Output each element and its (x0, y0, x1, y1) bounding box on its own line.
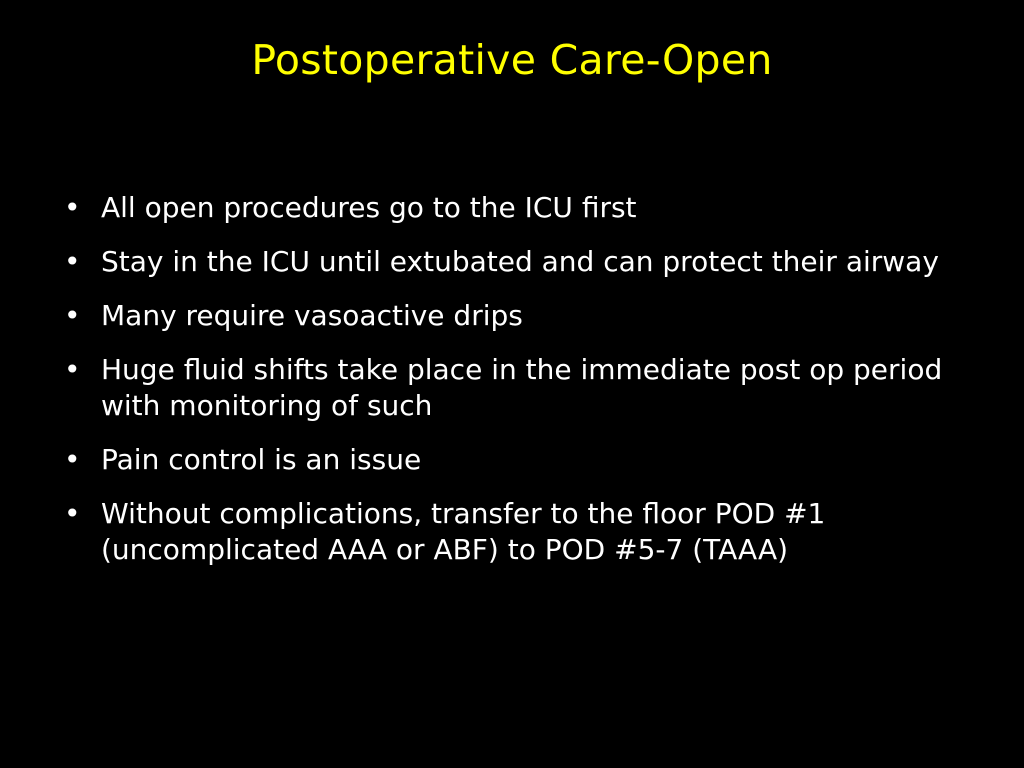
bullet-text: Stay in the ICU until extubated and can protect their airway (101, 245, 939, 278)
bullet-item-stay-icu (60, 244, 970, 280)
bullet-text: Huge fluid shifts take place in the immediate post op period with monitoring of such (101, 353, 943, 422)
bullet-item-vasoactive (60, 298, 970, 334)
bullet-item-pain-control (60, 442, 970, 478)
bullet-text: All open procedures go to the ICU first (101, 191, 637, 224)
bullet-text: Many require vasoactive drips (101, 299, 523, 332)
bullet-item-fluid-shifts (60, 352, 970, 424)
bullet-icon: • (64, 299, 81, 332)
bullet-item-transfer (60, 496, 970, 568)
bullet-icon: • (64, 443, 81, 476)
bullet-icon: • (64, 191, 81, 224)
bullet-item-icu-first (60, 190, 970, 226)
bullet-icon: • (64, 245, 81, 278)
bullet-list (60, 190, 970, 586)
bullet-text: Without complications, transfer to the floor POD #1 (uncomplicated AAA or ABF) to POD #5-7 (TAAA) (101, 497, 826, 566)
bullet-icon: • (64, 353, 81, 386)
bullet-icon: • (64, 497, 81, 530)
slide-title: Postoperative Care-Open (251, 36, 773, 84)
bullet-text: Pain control is an issue (101, 443, 422, 476)
